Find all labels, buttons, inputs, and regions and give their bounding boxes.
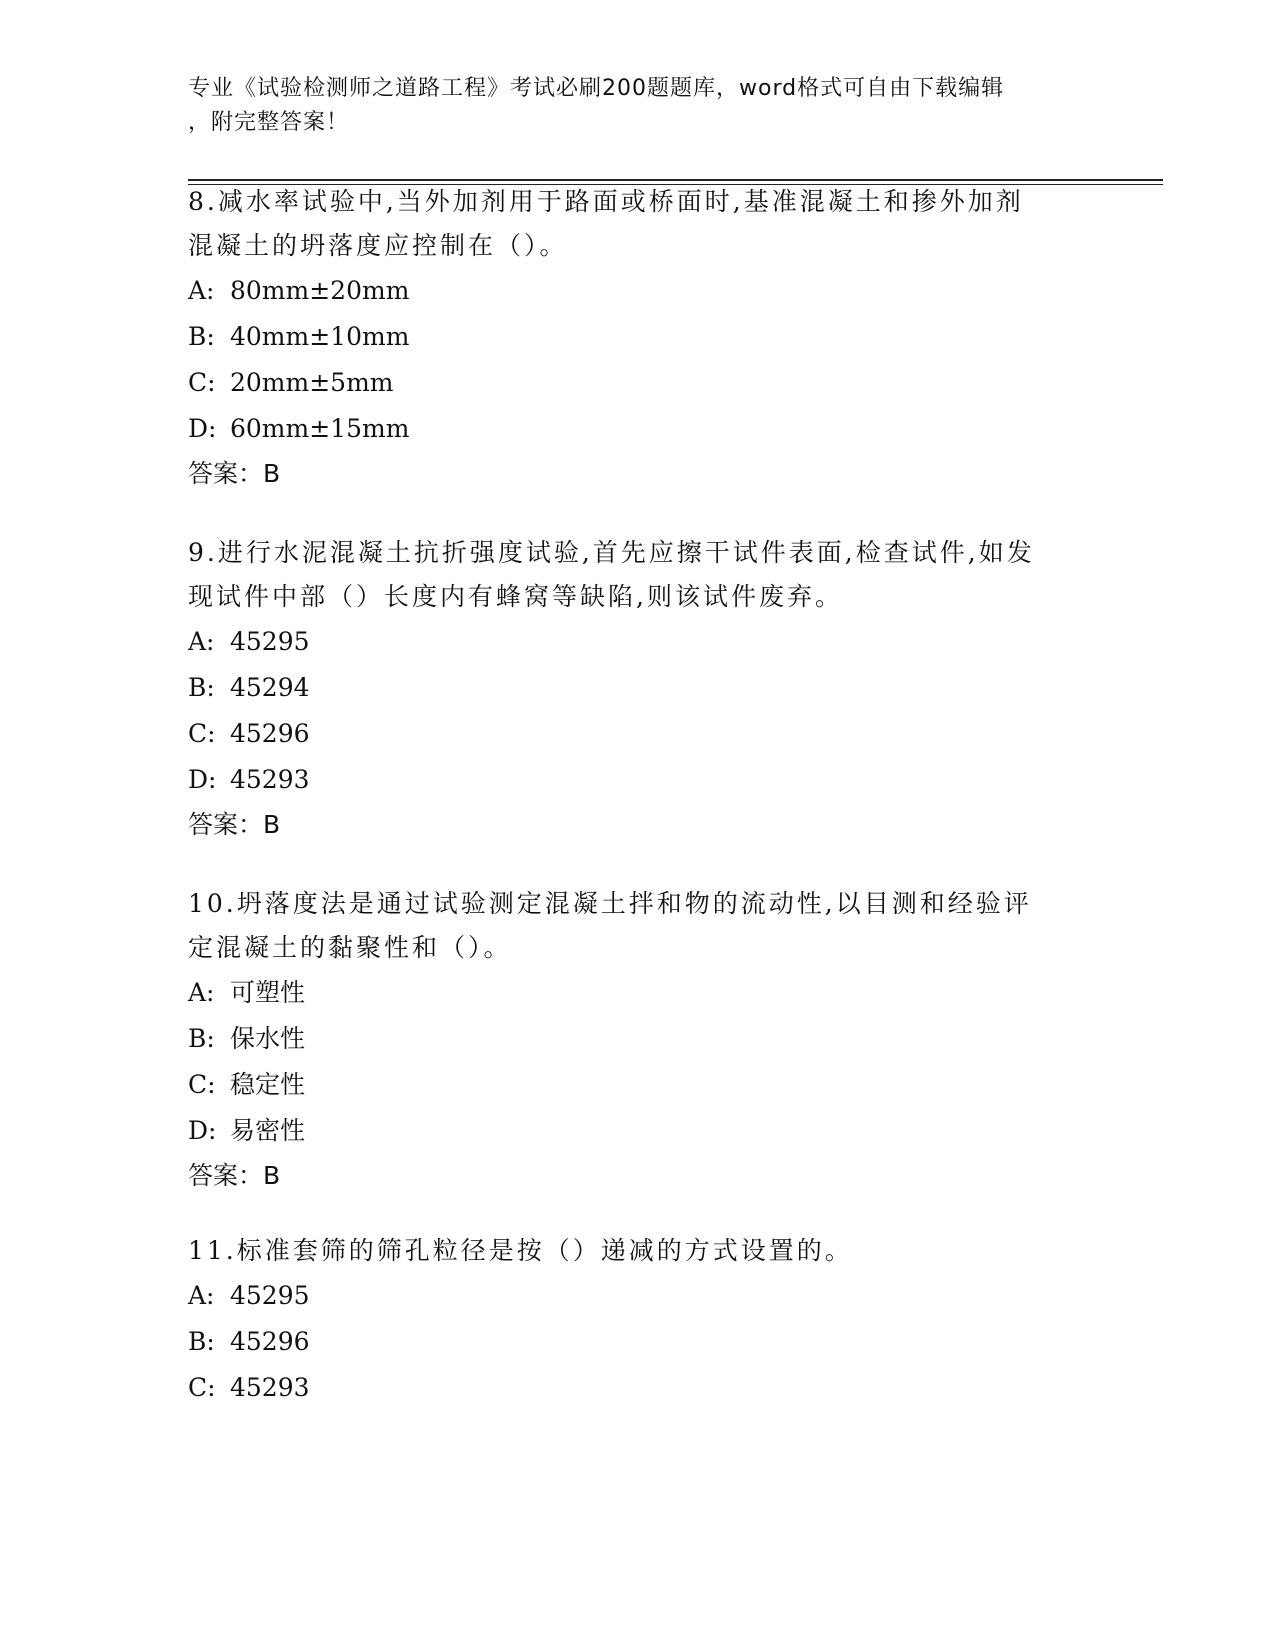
- question-stem-line-1: 11.标准套筛的筛孔粒径是按（）递减的方式设置的。: [188, 1236, 853, 1265]
- option-letter: A:: [188, 978, 215, 1007]
- question-stem-line-1: 9.进行水泥混凝土抗折强度试验,首先应擦干试件表面,检查试件,如发: [188, 538, 1035, 567]
- option-letter: D:: [188, 765, 217, 794]
- option-c: [188, 711, 1088, 757]
- option-letter: C:: [188, 719, 216, 748]
- option-text: 稳定性: [230, 1070, 306, 1099]
- question-9: [188, 531, 1088, 847]
- question-stem-line-2: 现试件中部（）长度内有蜂窝等缺陷,则该试件废弃。: [188, 582, 843, 611]
- option-text: 45293: [230, 1373, 310, 1402]
- option-a: [188, 619, 1088, 665]
- header-line-1: 专业《试验检测师之道路工程》考试必刷200题题库，word格式可自由下载编辑: [188, 76, 1005, 101]
- option-letter: A:: [188, 276, 215, 305]
- option-letter: B:: [188, 673, 215, 702]
- option-letter: C:: [188, 1070, 216, 1099]
- option-text: 易密性: [230, 1116, 306, 1145]
- option-d: [188, 406, 1088, 452]
- option-letter: D:: [188, 1116, 217, 1145]
- answer-line: 答案：B: [188, 1161, 281, 1190]
- option-letter: C:: [188, 368, 216, 397]
- option-letter: C:: [188, 1373, 216, 1402]
- option-a: [188, 970, 1088, 1016]
- option-letter: A:: [188, 1281, 215, 1310]
- option-c: [188, 1365, 1088, 1411]
- question-11: [188, 1229, 1088, 1411]
- option-d: [188, 1108, 1088, 1154]
- option-a: [188, 268, 1088, 314]
- answer-line: 答案：B: [188, 810, 281, 839]
- option-d: [188, 757, 1088, 803]
- option-text: 45293: [230, 765, 310, 794]
- option-letter: B:: [188, 322, 215, 351]
- option-letter: B:: [188, 1024, 215, 1053]
- option-c: [188, 1062, 1088, 1108]
- option-text: 45294: [230, 673, 310, 702]
- option-text: 45296: [230, 1327, 310, 1356]
- option-text: 45296: [230, 719, 310, 748]
- option-letter: D:: [188, 414, 217, 443]
- question-stem-line-2: 定混凝土的黏聚性和（）。: [188, 933, 512, 962]
- question-10: [188, 882, 1088, 1198]
- option-text: 保水性: [230, 1024, 306, 1053]
- document-header: [188, 72, 1068, 140]
- option-b: [188, 314, 1088, 360]
- option-text: 60mm±15mm: [230, 414, 410, 443]
- option-text: 45295: [230, 627, 310, 656]
- option-c: [188, 360, 1088, 406]
- question-8: [188, 180, 1088, 496]
- question-stem-line-1: 8.减水率试验中,当外加剂用于路面或桥面时,基准混凝土和掺外加剂: [188, 187, 1024, 216]
- option-letter: B:: [188, 1327, 215, 1356]
- answer-line: 答案：B: [188, 459, 281, 488]
- option-text: 20mm±5mm: [230, 368, 394, 397]
- question-stem-line-1: 10.坍落度法是通过试验测定混凝土拌和物的流动性,以目测和经验评: [188, 889, 1032, 918]
- question-stem-line-2: 混凝土的坍落度应控制在（）。: [188, 231, 568, 260]
- option-b: [188, 1016, 1088, 1062]
- option-b: [188, 1319, 1088, 1365]
- option-text: 80mm±20mm: [230, 276, 410, 305]
- option-text: 40mm±10mm: [230, 322, 410, 351]
- option-letter: A:: [188, 627, 215, 656]
- option-text: 45295: [230, 1281, 310, 1310]
- option-a: [188, 1273, 1088, 1319]
- option-text: 可塑性: [230, 978, 306, 1007]
- option-b: [188, 665, 1088, 711]
- header-line-2: ，附完整答案！: [188, 110, 350, 135]
